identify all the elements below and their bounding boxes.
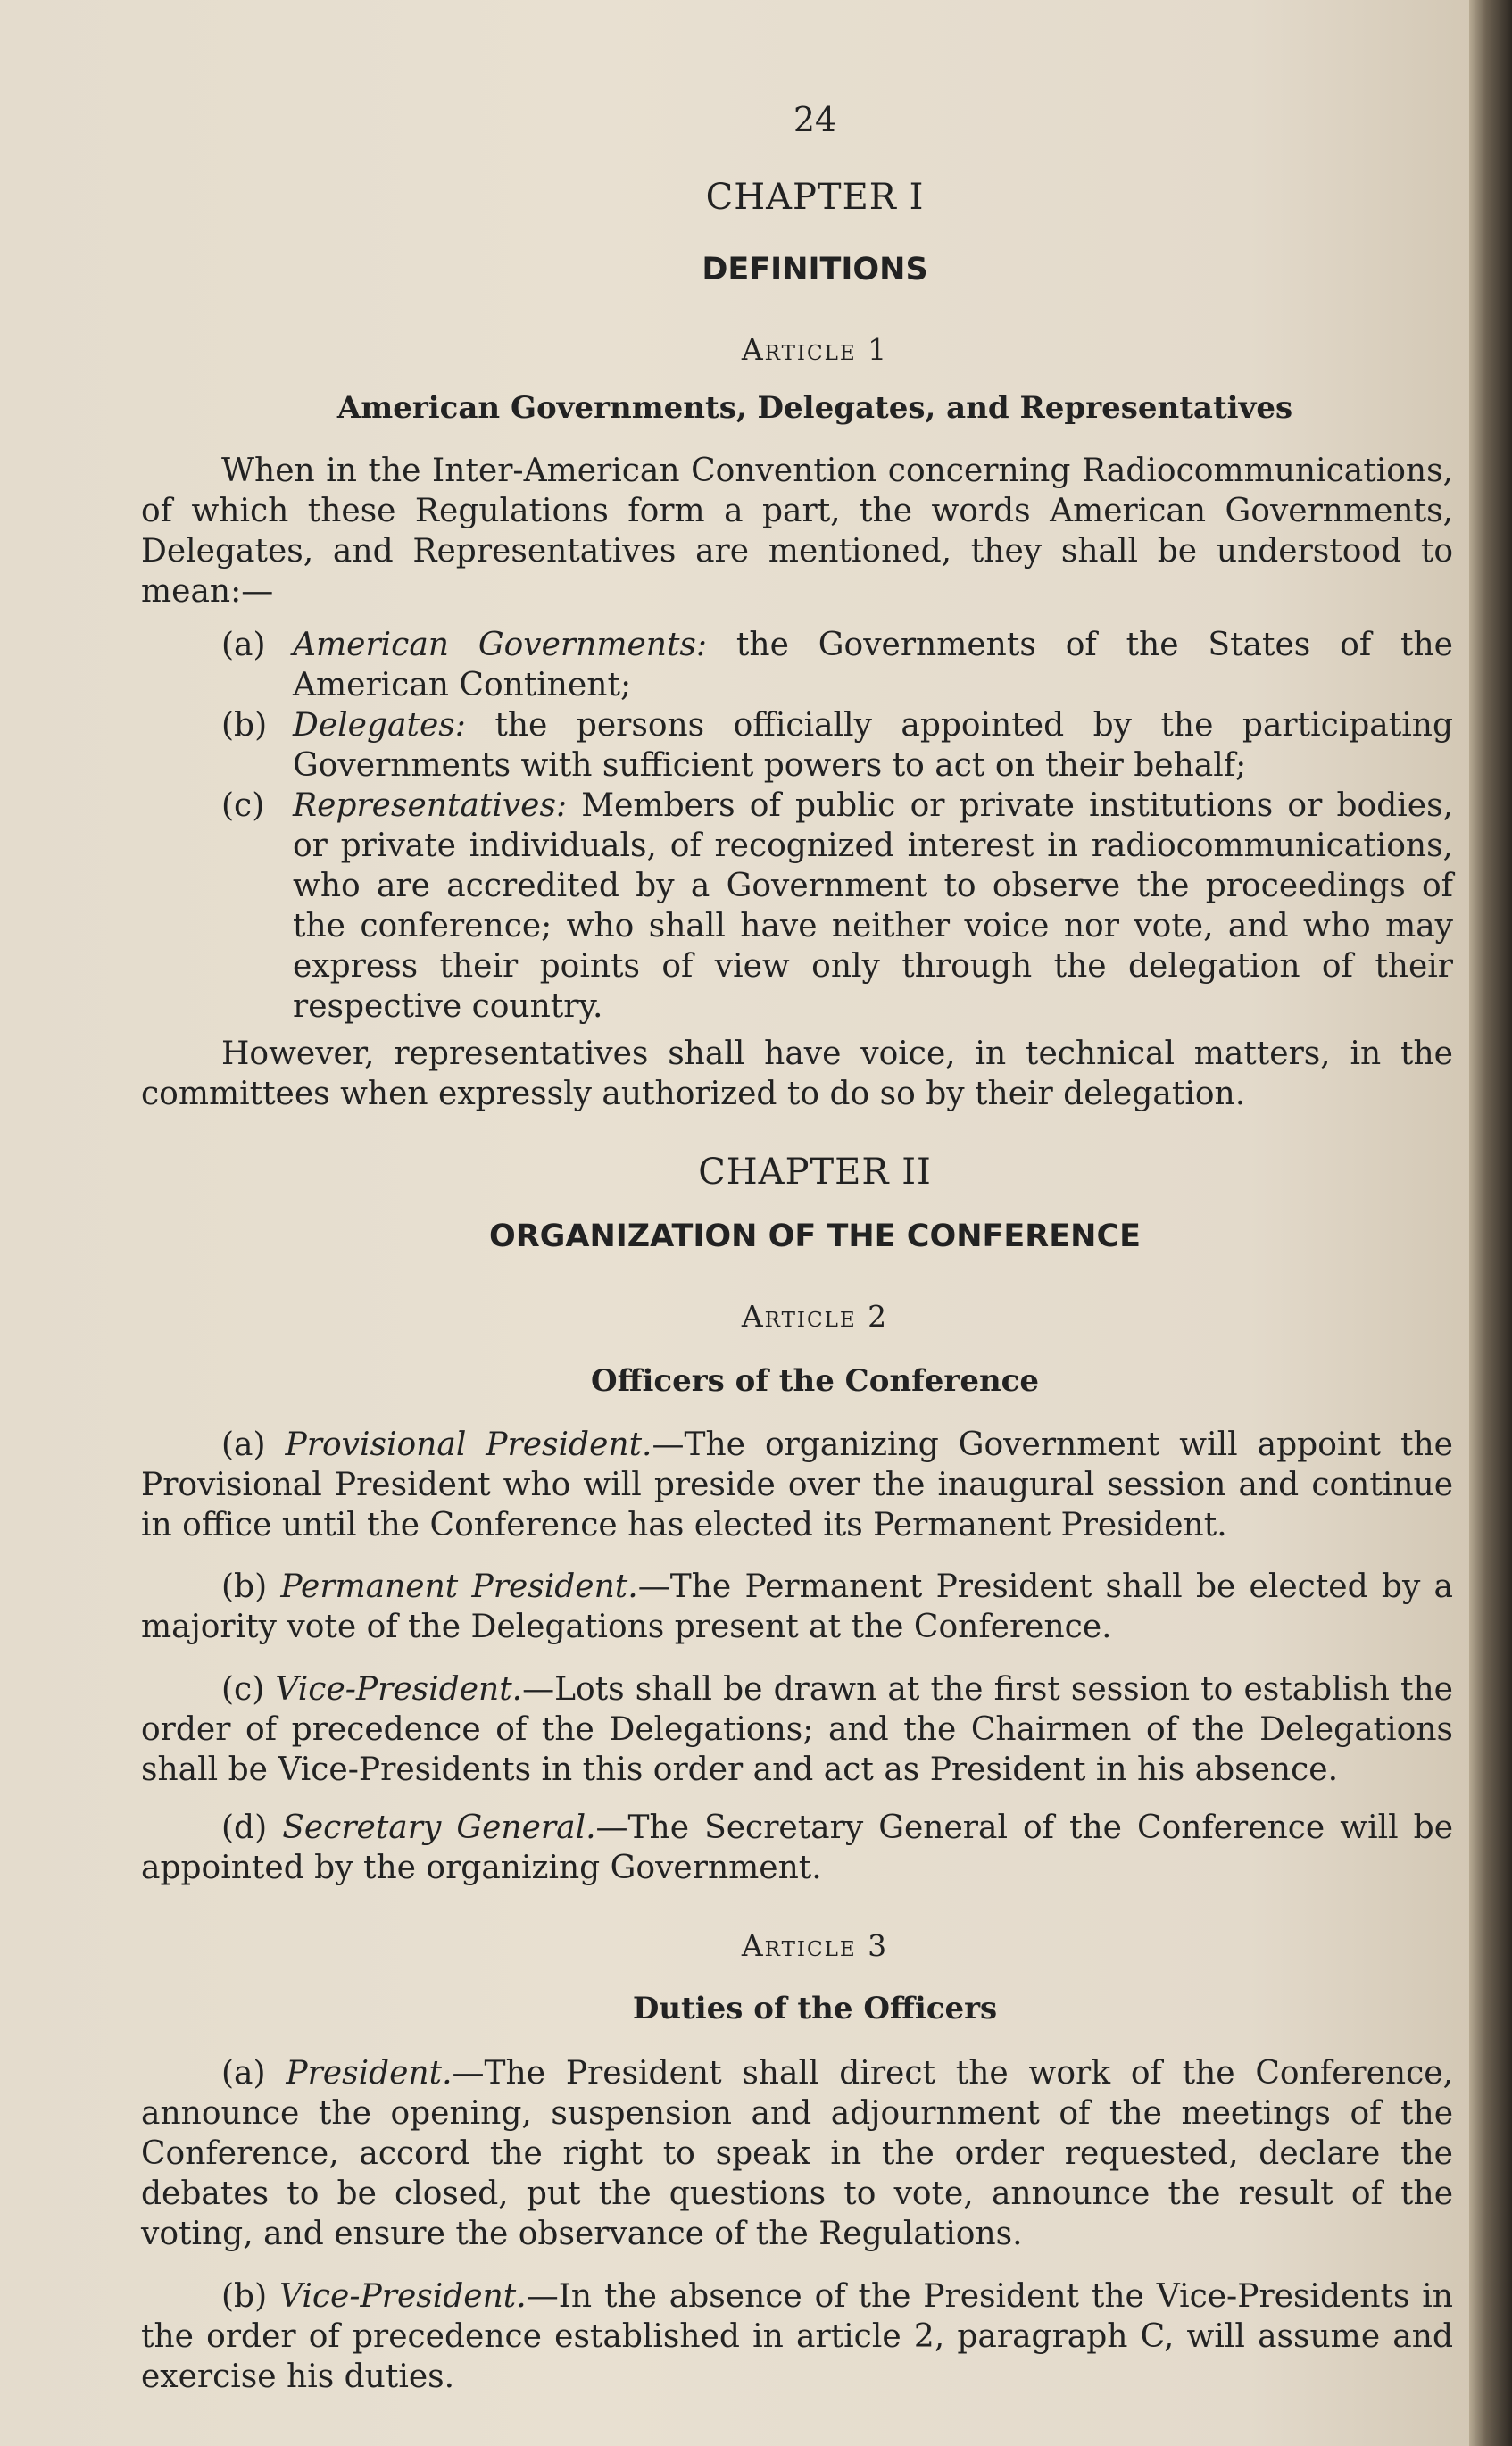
article-heading: Article 3: [741, 1928, 889, 1963]
para-body: —The President shall direct the work of the Conference, announce the opening, suspension and adjournment of the meetings of the Conference, accord the right to speak in the order requested, declare the debates to be closed, put the questions to vote, announce the result of the voting, and ensure the observance of the Regulations.: [141, 2055, 1453, 2252]
article-title: Duties of the Officers: [632, 1991, 998, 2026]
chapter-title: ORGANIZATION OF THE CONFERENCE: [488, 1219, 1142, 1254]
chapter-heading: CHAPTER II: [698, 1152, 932, 1193]
item-label: (b): [221, 707, 268, 744]
item-body: the Governments of the States of the American Continent;: [293, 627, 1453, 703]
para-label: (b): [221, 2278, 268, 2315]
item-term: Delegates:: [293, 707, 466, 744]
para-body: —The organizing Government will appoint the Provisional President who will preside over the inaugural session and continue in office until the Conference has elected its Permanent President.: [141, 1427, 1453, 1543]
para-term: Permanent President.: [280, 1568, 638, 1605]
page-number: 24: [793, 100, 837, 139]
article-paragraph: [141, 1567, 1453, 1647]
article-heading: Article 2: [741, 1299, 889, 1334]
chapter-title: DEFINITIONS: [702, 252, 928, 287]
item-body: Members of public or private institutions or bodies, or private individuals, of recognized interest in radiocommunications, who are accredited by a Government to observe the proceedings of the conference; who shall have neither voice nor vote, and who may express their points of view only through the delegation of their respective country.: [293, 787, 1453, 1025]
para-label: (b): [221, 1568, 268, 1605]
article-paragraph: [141, 1425, 1453, 1545]
para-label: (a): [221, 1427, 266, 1463]
article-paragraph: [141, 1669, 1453, 1790]
para-term: Provisional President.: [285, 1427, 652, 1463]
item-body: the persons officially appointed by the participating Governments with sufficient powers to act on their behalf;: [293, 707, 1453, 784]
article-title: Officers of the Conference: [590, 1363, 1039, 1399]
article-paragraph: [141, 1808, 1453, 1888]
para-body: —Lots shall be drawn at the first session to establish the order of precedence of the Delegations; and the Chairmen of the Delegations shall be Vice-Presidents in this order and act as President in his absence.: [141, 1671, 1453, 1788]
item-label: (a): [221, 627, 266, 663]
article-heading: Article 1: [741, 332, 889, 367]
para-label: (c): [221, 1671, 265, 1708]
para-body: —The Secretary General of the Conference will be appointed by the organizing Government.: [141, 1810, 1453, 1886]
item-text: [293, 705, 1453, 786]
item-term: Representatives:: [293, 787, 568, 824]
para-term: President.: [286, 2055, 453, 2092]
item-term: American Governments:: [293, 627, 708, 663]
item-label: (c): [221, 787, 265, 824]
article-title: American Governments, Delegates, and Representatives: [336, 390, 1293, 426]
para-body: —The Permanent President shall be elected by a majority vote of the Delegations present at the Conference.: [141, 1568, 1454, 1645]
para-body: —In the absence of the President the Vice-Presidents in the order of precedence established in article 2, paragraph C, will assume and exercise his duties.: [141, 2278, 1453, 2395]
chapter-heading: CHAPTER I: [705, 177, 925, 218]
definitions-intro: When in the Inter-American Convention concerning Radiocommunications, of which these Regulations form a part, the words American Governments, Delegates, and Representatives are mentioned, they shall be understood to mean:—: [141, 453, 1453, 610]
article-paragraph: [141, 2053, 1453, 2254]
para-label: (a): [221, 2055, 266, 2092]
para-label: (d): [221, 1810, 268, 1846]
para-term: Vice-President.: [279, 2278, 527, 2315]
para-term: Vice-President.: [275, 1671, 523, 1708]
article-paragraph: [141, 2276, 1453, 2397]
item-text: [293, 786, 1453, 1027]
para-term: Secretary General.: [282, 1810, 596, 1846]
item-text: [293, 625, 1453, 705]
closing-paragraph: However, representatives shall have voice, in technical matters, in the committees when expressly authorized to do so by their delegation.: [141, 1036, 1453, 1112]
